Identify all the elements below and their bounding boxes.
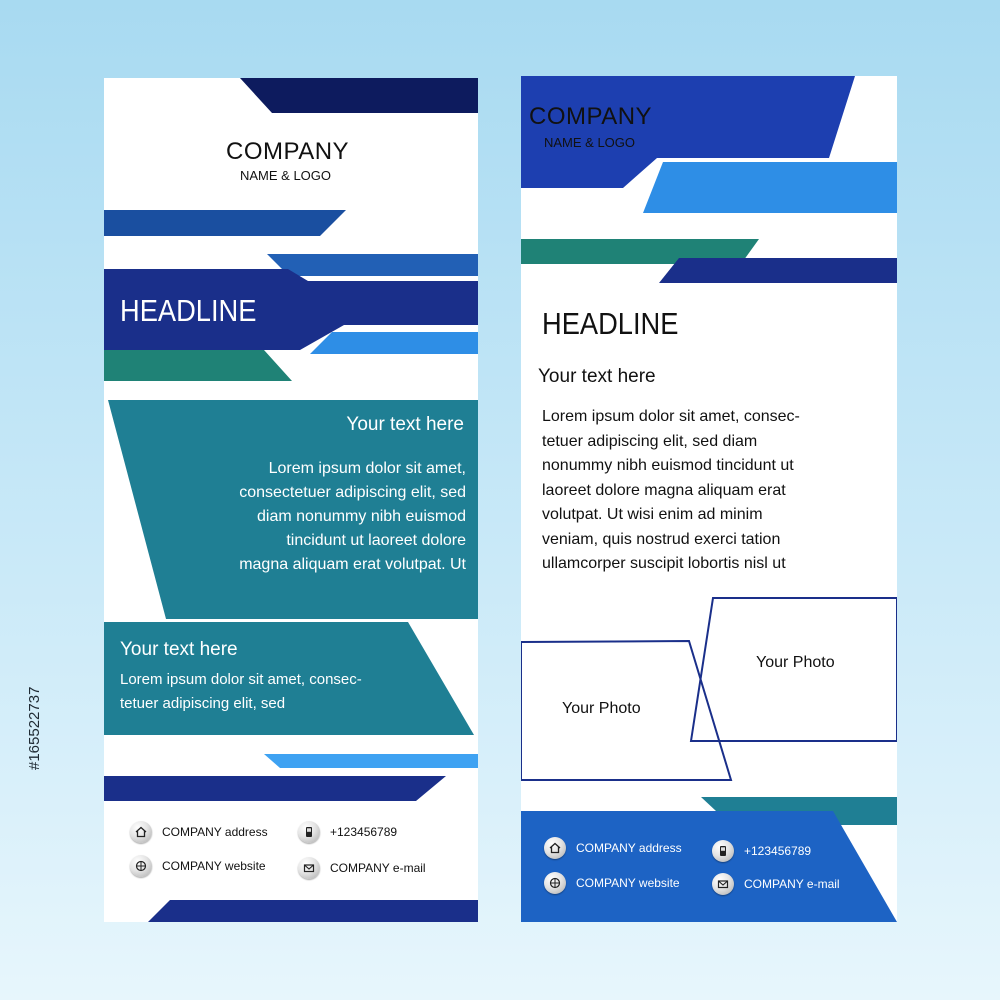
contact-phone [712,840,811,862]
company-name-sub: NAME & LOGO [240,168,332,183]
contact-panel [521,811,897,922]
photo-placeholder-1: Your Photo [562,700,641,717]
body-text: Lorem ipsum dolor sit amet, consec- tetuer adipiscing elit, sed diam nonummy nibh euismod tincidunt ut laoreet dolore magna aliquam erat volutpat. Ut wisi enim ad minim veniam, quis nostrud exerci tation ullamcorper suscipit lobortis nisl ut [542,408,800,572]
contact-address-label: COMPANY address [576,841,682,855]
sky-block [643,162,897,213]
company-name-sub: NAME & LOGO [544,135,636,150]
bottom-navy-bar [148,900,478,922]
company-name: COMPANY [226,138,350,165]
phone-icon [712,840,734,862]
contact-email-label: COMPANY e-mail [330,861,426,875]
text-title-1: Your text here [346,414,464,435]
globe-icon [544,872,566,894]
contact-address-label: COMPANY address [162,825,268,839]
contact-address [544,837,682,859]
contact-website-label: COMPANY website [162,859,266,873]
stock-id-label: #165522737 [26,686,43,770]
left-banner [104,78,478,922]
lower-sky-bar [264,754,478,768]
top-navy-bar [240,78,478,113]
contact-phone [298,821,397,843]
body-text-2: Lorem ipsum dolor sit amet, consec- tetuer adipiscing elit, sed [120,671,362,712]
mail-icon [298,857,320,879]
home-icon [130,821,152,843]
contact-phone-label: +123456789 [744,844,812,858]
text-title-2: Your text here [120,639,238,660]
mail-icon [712,873,734,895]
lower-navy-bar [104,776,446,801]
contact-website [130,855,266,877]
headline: HEADLINE [542,306,679,341]
contact-email [298,857,426,879]
contact-email [712,873,840,895]
home-icon [544,837,566,859]
company-name: COMPANY [529,103,653,130]
contact-website-label: COMPANY website [576,876,680,890]
contact-phone-label: +123456789 [330,825,398,839]
contact-email-label: COMPANY e-mail [744,877,840,891]
phone-icon [298,821,320,843]
globe-icon [130,855,152,877]
text-title: Your text here [538,366,656,387]
upper-blue-bar [104,210,346,236]
body-text-1: Lorem ipsum dolor sit amet, consectetuer adipiscing elit, sed diam nonummy nibh euismod tincidunt ut laoreet dolore magna aliquam erat volutpat. Ut [239,460,466,573]
right-banner [521,76,897,922]
teal-strip [104,350,292,381]
sky-bar-2 [310,332,478,354]
headline: HEADLINE [120,293,257,328]
photo-placeholder-2: Your Photo [756,654,835,671]
navy-bar [659,258,897,283]
sky-bar-1 [267,254,478,276]
contact-website [544,872,680,894]
contact-address [130,821,268,843]
